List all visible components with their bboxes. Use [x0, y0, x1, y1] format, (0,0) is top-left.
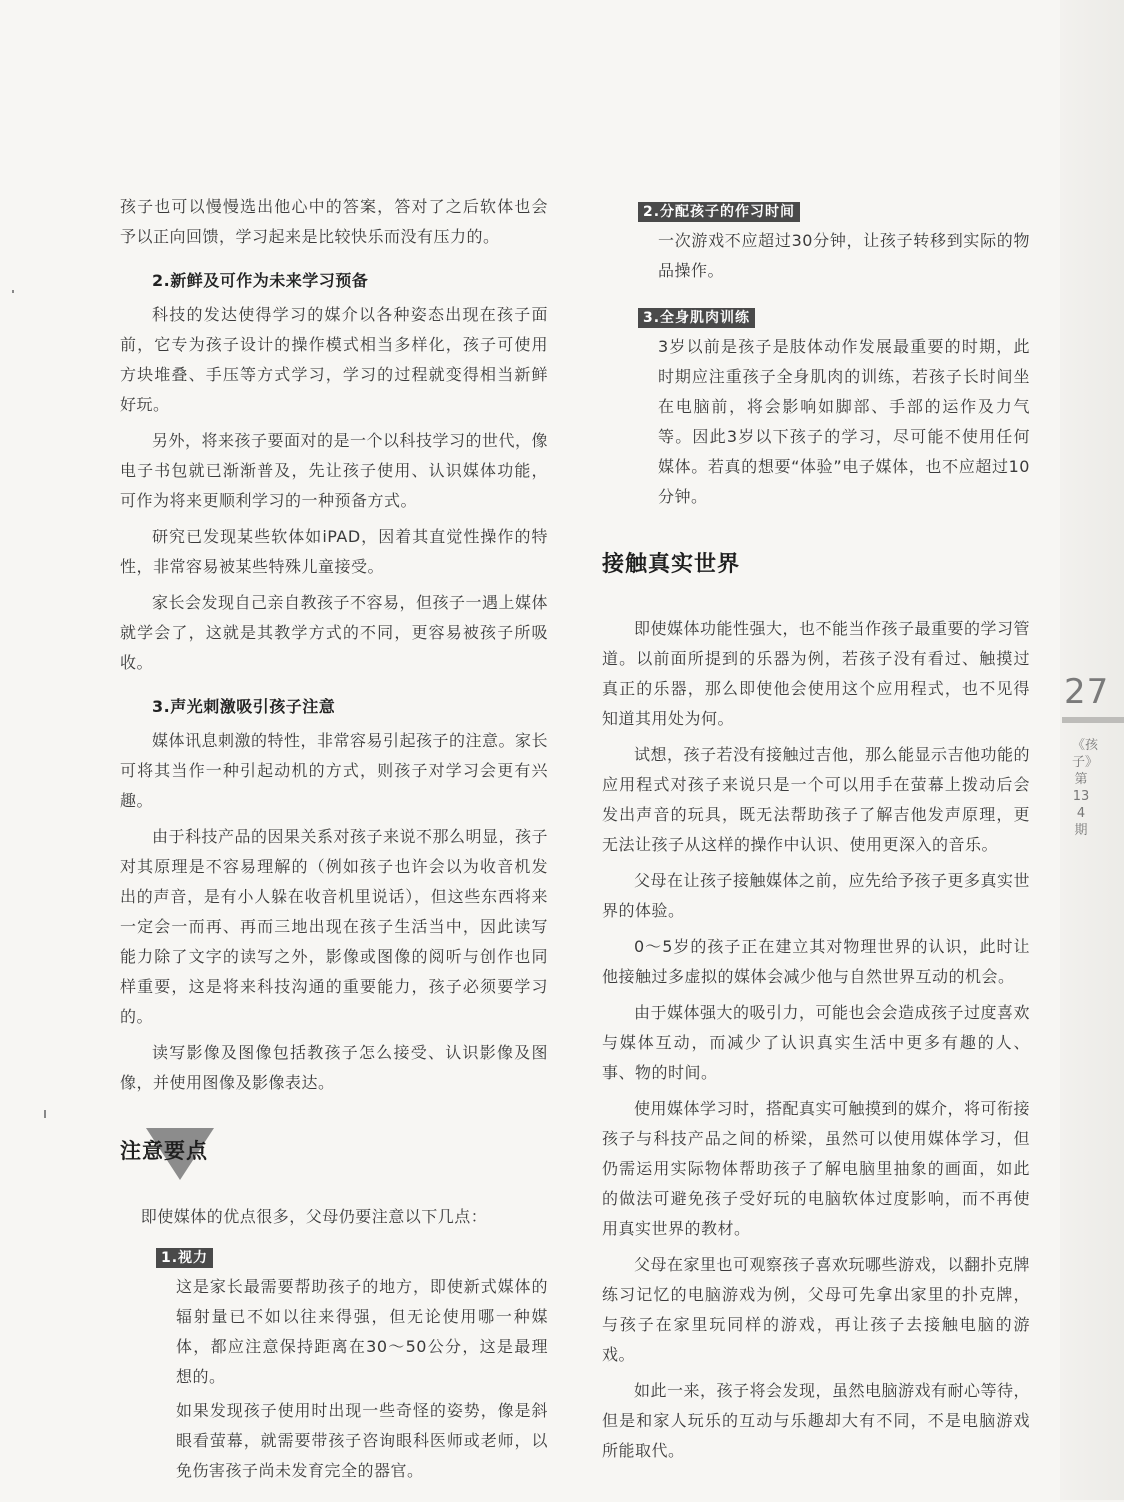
- subheading: 2.新鲜及可作为未来学习预备: [152, 271, 369, 290]
- item-tag: 1.视力: [156, 1248, 213, 1268]
- paragraph: 由于媒体强大的吸引力，可能也会会造成孩子过度喜欢与媒体互动，而减少了认识真实生活中更多有趣的人、事、物的时间。: [602, 1003, 1031, 1082]
- paragraph: 科技的发达使得学习的媒介以各种姿态出现在孩子面前，它专为孩子设计的操作模式相当多样化，孩子可使用方块堆叠、手压等方式学习，学习的过程就变得相当新鲜好玩。: [120, 305, 548, 414]
- right-column: [602, 192, 1030, 1472]
- numbered-item: [602, 302, 1030, 512]
- paragraph: 读写影像及图像包括教孩子怎么接受、认识影像及图像，并使用图像及影像表达。: [120, 1043, 548, 1092]
- paragraph: 媒体讯息刺激的特性，非常容易引起孩子的注意。家长可将其当作一种引起动机的方式，则孩子对学习会更有兴趣。: [120, 731, 549, 810]
- notice-heading: [120, 1128, 548, 1180]
- item-tag: 2.分配孩子的作习时间: [638, 202, 800, 222]
- paragraph: 家长会发现自己亲自教孩子不容易，但孩子一遇上媒体就学会了，这就是其教学方式的不同，更容易被孩子所吸收。: [120, 593, 549, 672]
- page-number: 27: [1064, 672, 1110, 712]
- scan-speck: [44, 1110, 46, 1118]
- left-column: [120, 192, 548, 1502]
- section-title: 接触真实世界: [602, 552, 741, 577]
- paragraph: 一次游戏不应超过30分钟，让孩子转移到实际的物品操作。: [658, 231, 1030, 280]
- paragraph: 研究已发现某些软体如iPAD，因着其直觉性操作的特性，非常容易被某些特殊儿童接受。: [120, 527, 548, 576]
- paragraph: 即使媒体的优点很多，父母仍要注意以下几点：: [140, 1207, 488, 1226]
- paragraph: 使用媒体学习时，搭配真实可触摸到的媒介，将可衔接孩子与科技产品之间的桥梁，虽然可以使用媒体学习，但仍需运用实际物体帮助孩子了解电脑里抽象的画面，如此的做法可避免孩子受好玩的电脑软体过度影响，而不再使用真实世界的教材。: [602, 1099, 1031, 1238]
- numbered-item: [120, 1242, 548, 1486]
- journal-issue-label: 《孩子》第134期: [1072, 738, 1099, 838]
- item-body: [156, 1272, 548, 1486]
- numbered-item: [602, 196, 1030, 286]
- paragraph: 如果发现孩子使用时出现一些奇怪的姿势，像是斜眼看萤幕，就需要带孩子咨询眼科医师或老师，以免伤害孩子尚未发育完全的器官。: [176, 1401, 548, 1480]
- item-tag: 3.全身肌肉训练: [638, 308, 755, 328]
- paragraph: 如此一来，孩子将会发现，虽然电脑游戏有耐心等待，但是和家人玩乐的互动与乐趣却大有不同，不是电脑游戏所能取代。: [602, 1381, 1031, 1460]
- paragraph: 3岁以前是孩子是肢体动作发展最重要的时期，此时期应注重孩子全身肌肉的训练，若孩子长时间坐在电脑前，将会影响如脚部、手部的运作及力气等。因此3岁以下孩子的学习，尽可能不使用任何媒体。若真的想要“体验”电子媒体，也不应超过10分钟。: [658, 337, 1030, 506]
- paragraph: 由于科技产品的因果关系对孩子来说不那么明显，孩子对其原理是不容易理解的（例如孩子也许会以为收音机发出的声音，是有小人躲在收音机里说话），但这些东西将来一定会一而再、再而三地出现在孩子生活当中，因此读写能力除了文字的读写之外，影像或图像的阅听与创作也同样重要，这是将来科技沟通的重要能力，孩子必须要学习的。: [120, 827, 549, 1026]
- notice-title: 注意要点: [120, 1139, 208, 1163]
- paragraph: 另外，将来孩子要面对的是一个以科技学习的世代，像电子书包就已渐渐普及，先让孩子使用、认识媒体功能，可作为将来更顺利学习的一种预备方式。: [120, 431, 549, 510]
- paragraph: 父母在家里也可观察孩子喜欢玩哪些游戏，以翻扑克牌练习记忆的电脑游戏为例，父母可先拿出家里的扑克牌，与孩子在家里玩同样的游戏，再让孩子去接触电脑的游戏。: [602, 1255, 1031, 1364]
- subheading: 3.声光刺激吸引孩子注意: [152, 697, 336, 716]
- paragraph: 父母在让孩子接触媒体之前，应先给予孩子更多真实世界的体验。: [602, 871, 1031, 920]
- paragraph: 试想，孩子若没有接触过吉他，那么能显示吉他功能的应用程式对孩子来说只是一个可以用手在萤幕上拨动后会发出声音的玩具，既无法帮助孩子了解吉他发声原理，更无法让孩子从这样的操作中认识、使用更深入的音乐。: [602, 745, 1031, 854]
- page-number-bar: [1062, 717, 1124, 723]
- item-body: [638, 226, 1030, 286]
- scan-speck: [12, 290, 14, 293]
- paragraph: 即使媒体功能性强大，也不能当作孩子最重要的学习管道。以前面所提到的乐器为例，若孩子没有看过、触摸过真正的乐器，那么即使他会使用这个应用程式，也不见得知道其用处为何。: [602, 619, 1031, 728]
- paragraph: 这是家长最需要帮助孩子的地方，即使新式媒体的辐射量已不如以往来得强，但无论使用哪一种媒体，都应注意保持距离在30～50公分，这是最理想的。: [176, 1277, 548, 1386]
- item-body: [638, 332, 1030, 512]
- paragraph: 孩子也可以慢慢选出他心中的答案，答对了之后软体也会予以正向回馈，学习起来是比较快乐而没有压力的。: [120, 197, 548, 246]
- paragraph: 0～5岁的孩子正在建立其对物理世界的认识，此时让他接触过多虚拟的媒体会减少他与自然世界互动的机会。: [602, 937, 1030, 986]
